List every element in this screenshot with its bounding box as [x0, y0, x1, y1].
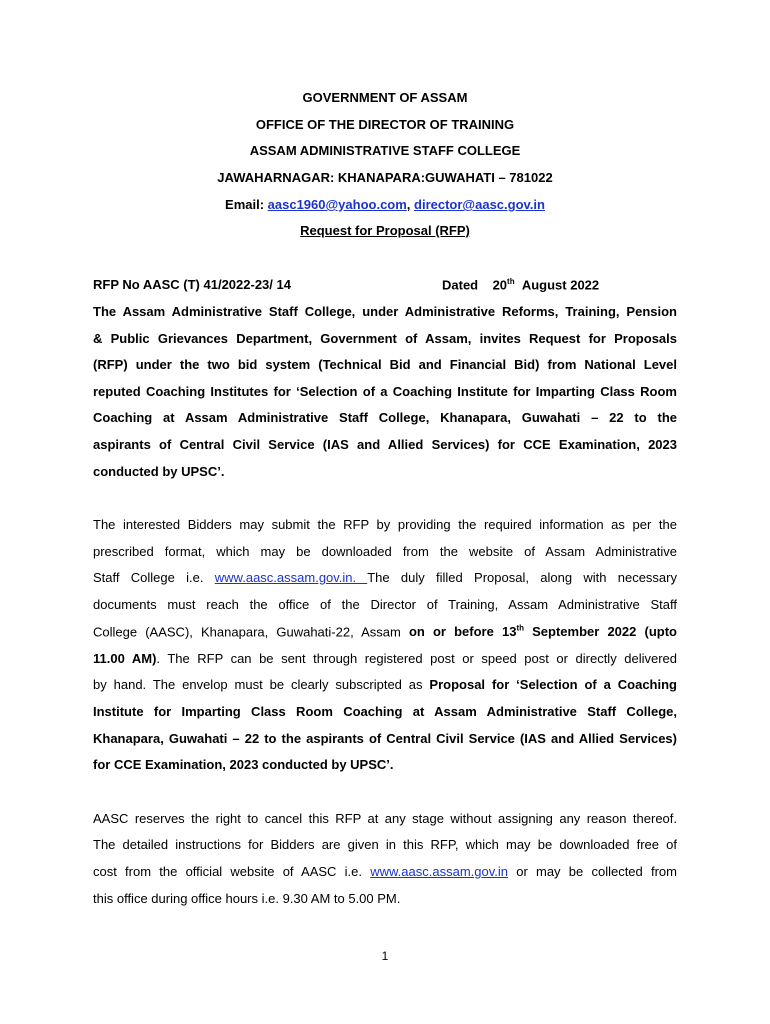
para2-line-2: prescribed format, which may be downloaded from the website of Assam Administrative	[93, 544, 677, 559]
page-number: 1	[381, 949, 389, 963]
header-address: JAWAHARNAGAR: KHANAPARA:GUWAHATI – 781022	[217, 170, 553, 185]
para2-line-6	[93, 651, 677, 666]
deadline-month: September 2022 (upto	[524, 624, 677, 640]
para2-text: College (AASC), Khanapara, Guwahati-22, Assam	[93, 624, 409, 640]
header-college: ASSAM ADMINISTRATIVE STAFF COLLEGE	[249, 143, 521, 158]
para2-text: The duly filled Proposal, along with necessary	[367, 570, 677, 585]
rfp-date	[442, 277, 599, 292]
email-separator: ,	[406, 197, 415, 212]
deadline-day-suffix: th	[516, 624, 524, 633]
email-label: Email:	[225, 197, 268, 212]
para2-line-1: The interested Bidders may submit the RFP by providing the required information as per the	[93, 517, 677, 532]
rfp-title	[0, 223, 770, 238]
date-day-suffix: th	[507, 277, 515, 286]
para1-line-5: Coaching at Assam Administrative Staff College, Khanapara, Guwahati – 22 to the	[93, 410, 677, 425]
para3-line-1: AASC reserves the right to cancel this RFP at any stage without assigning any reason thereof.	[93, 811, 677, 826]
deadline-prefix: on or before 13	[408, 624, 517, 640]
para1-line-1: The Assam Administrative Staff College, under Administrative Reforms, Training, Pension	[93, 304, 677, 319]
para2-text: by hand. The envelop must be clearly subscripted as	[93, 677, 430, 692]
para2-line-10: for CCE Examination, 2023 conducted by UPSC’.	[93, 757, 394, 772]
para2-line-3	[93, 570, 677, 585]
deadline-time: 11.00 AM)	[93, 651, 157, 666]
para3-text: or may be collected from	[508, 864, 677, 879]
para2-line-9: Khanapara, Guwahati – 22 to the aspirants of Central Civil Service (IAS and Allied Services)	[93, 731, 677, 746]
para1-line-4: reputed Coaching Institutes for ‘Selection of a Coaching Institute for Imparting Class Room	[93, 384, 677, 399]
para2-text: Staff College i.e.	[93, 570, 215, 585]
email-link-yahoo[interactable]: aasc1960@yahoo.com	[267, 197, 407, 212]
para2-line-4: documents must reach the office of the Director of Training, Assam Administrative Staff	[93, 597, 677, 612]
envelope-subscription: Proposal for ‘Selection of a Coaching	[429, 677, 677, 692]
rfp-reference-line	[93, 277, 677, 292]
header-government: GOVERNMENT OF ASSAM	[302, 90, 468, 105]
website-link-official[interactable]: www.aasc.assam.gov.in	[370, 864, 508, 879]
para3-text: cost from the official website of AASC i.e.	[93, 864, 371, 879]
date-month-year: August 2022	[521, 277, 600, 293]
header-office: OFFICE OF THE DIRECTOR OF TRAINING	[255, 117, 515, 132]
dated-label: Dated	[442, 277, 479, 293]
para2-line-5	[93, 624, 677, 639]
para2-text: . The RFP can be sent through registered post or speed post or directly delivered	[156, 651, 677, 666]
para1-line-7: conducted by UPSC’.	[93, 464, 225, 479]
para1-line-2: & Public Grievances Department, Government of Assam, invites Request for Proposals	[93, 331, 677, 346]
header-email-line	[0, 197, 770, 212]
website-link[interactable]: www.aasc.assam.gov.in.	[214, 570, 368, 585]
para2-line-7	[93, 677, 677, 692]
para1-line-6: aspirants of Central Civil Service (IAS and Allied Services) for CCE Examination, 2023	[93, 437, 677, 452]
para3-line-4: this office during office hours i.e. 9.30 AM to 5.00 PM.	[93, 891, 401, 906]
rfp-title-text: Request for Proposal (RFP)	[300, 223, 470, 238]
rfp-number: RFP No AASC (T) 41/2022-23/ 14	[93, 277, 291, 292]
para1-line-3: (RFP) under the two bid system (Technical Bid and Financial Bid) from National Level	[93, 357, 677, 372]
date-day: 20	[492, 277, 508, 293]
para2-line-8: Institute for Imparting Class Room Coaching at Assam Administrative Staff College,	[93, 704, 677, 719]
para3-line-2: The detailed instructions for Bidders are given in this RFP, which may be downloaded free of	[93, 837, 677, 852]
deadline-text	[409, 624, 677, 639]
email-link-director[interactable]: director@aasc.gov.in	[414, 197, 545, 212]
para3-line-3	[93, 864, 677, 879]
